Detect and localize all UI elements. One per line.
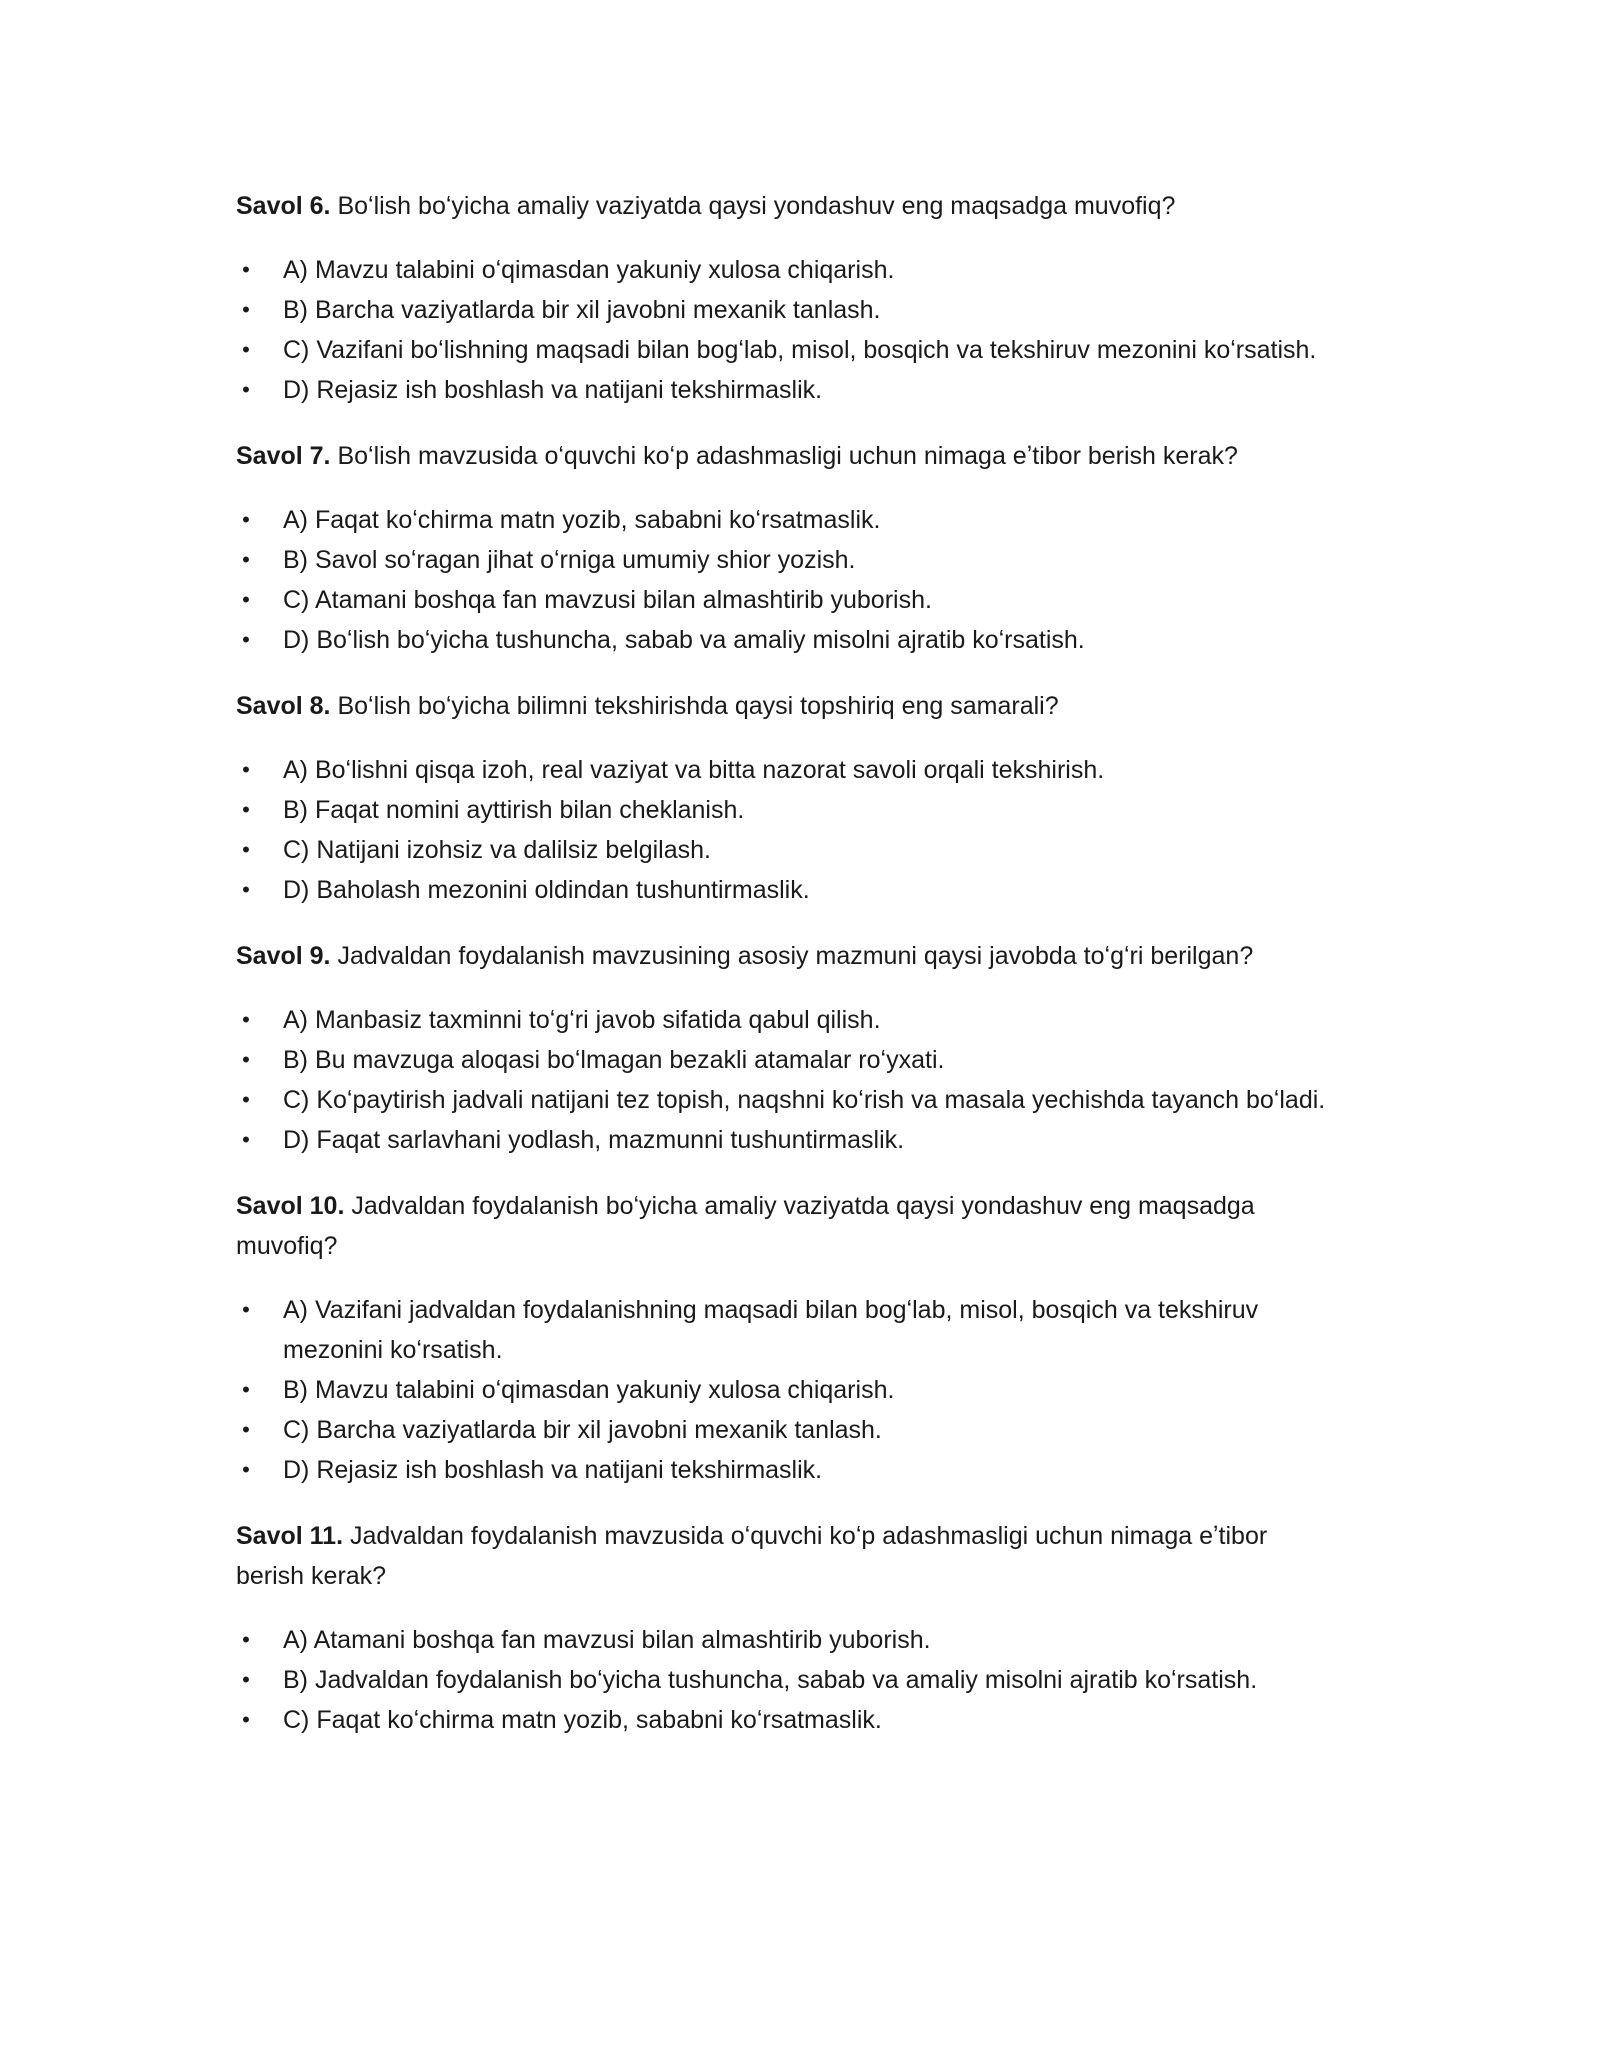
bullet-icon: • [242, 1127, 250, 1152]
bullet-icon: • [242, 337, 250, 362]
option-text: A) Vazifani jadvaldan foydalanishning maqsadi bilan bogʻlab, misol, bosqich va tekshiruv mezonini koʻrsatish. [283, 1296, 1259, 1364]
question-9 [236, 936, 1336, 1160]
bullet-icon: • [242, 1297, 250, 1322]
question-title [236, 1186, 1336, 1266]
option-item [236, 870, 1336, 910]
bullet-icon: • [242, 1047, 250, 1072]
option-list [236, 1620, 1336, 1740]
bullet-icon: • [242, 507, 250, 532]
option-text: A) Manbasiz taxminni toʻgʻri javob sifatida qabul qilish. [283, 1006, 881, 1034]
option-item [236, 1080, 1336, 1120]
bullet-icon: • [242, 1377, 250, 1402]
bullet-icon: • [242, 1667, 250, 1692]
option-item [236, 750, 1336, 790]
question-11 [236, 1516, 1336, 1740]
question-text: Boʻlish boʻyicha amaliy vaziyatda qaysi yondashuv eng maqsadga muvofiq? [330, 192, 1176, 220]
option-item [236, 830, 1336, 870]
option-item [236, 580, 1336, 620]
option-list [236, 1290, 1336, 1490]
bullet-icon: • [242, 257, 250, 282]
question-7 [236, 436, 1336, 660]
option-item [236, 1000, 1336, 1040]
question-text: Jadvaldan foydalanish boʻyicha amaliy vaziyatda qaysi yondashuv eng maqsadga muvofiq? [236, 1192, 1255, 1260]
option-text: C) Faqat koʻchirma matn yozib, sababni koʻrsatmaslik. [283, 1706, 882, 1734]
bullet-icon: • [242, 1087, 250, 1112]
question-text: Jadvaldan foydalanish mavzusida oʻquvchi koʻp adashmasligi uchun nimaga eʼtibor berish kerak? [236, 1522, 1268, 1590]
bullet-icon: • [242, 757, 250, 782]
question-8 [236, 686, 1336, 910]
option-list [236, 250, 1336, 410]
option-item [236, 620, 1336, 660]
option-list [236, 500, 1336, 660]
question-text: Boʻlish boʻyicha bilimni tekshirishda qaysi topshiriq eng samarali? [330, 692, 1059, 720]
bullet-icon: • [242, 877, 250, 902]
question-10 [236, 1186, 1336, 1490]
bullet-icon: • [242, 1417, 250, 1442]
option-text: D) Baholash mezonini oldindan tushuntirmaslik. [283, 876, 810, 904]
option-item [236, 500, 1336, 540]
option-text: C) Vazifani boʻlishning maqsadi bilan bogʻlab, misol, bosqich va tekshiruv mezonini koʻrsatish. [283, 336, 1317, 364]
option-text: C) Natijani izohsiz va dalilsiz belgilash. [283, 836, 711, 864]
option-text: B) Savol soʻragan jihat oʻrniga umumiy shior yozish. [283, 546, 856, 574]
question-title [236, 686, 1336, 726]
option-text: A) Mavzu talabini oʻqimasdan yakuniy xulosa chiqarish. [283, 256, 895, 284]
question-6 [236, 186, 1336, 410]
document-page [236, 186, 1336, 1766]
option-item [236, 1620, 1336, 1660]
option-item [236, 540, 1336, 580]
question-title [236, 1516, 1336, 1596]
option-item [236, 1040, 1336, 1080]
question-label: Savol 6. [236, 192, 331, 220]
option-item [236, 1450, 1336, 1490]
option-item [236, 1410, 1336, 1450]
option-text: C) Koʻpaytirish jadvali natijani tez topish, naqshni koʻrish va masala yechishda tayanch boʻladi. [283, 1086, 1326, 1114]
question-title [236, 436, 1336, 476]
option-item [236, 1660, 1336, 1700]
option-item [236, 290, 1336, 330]
option-item [236, 1290, 1336, 1370]
option-text: D) Rejasiz ish boshlash va natijani tekshirmaslik. [283, 1456, 823, 1484]
option-text: B) Barcha vaziyatlarda bir xil javobni mexanik tanlash. [283, 296, 881, 324]
bullet-icon: • [242, 297, 250, 322]
question-label: Savol 11. [236, 1522, 344, 1550]
bullet-icon: • [242, 547, 250, 572]
bullet-icon: • [242, 377, 250, 402]
option-text: C) Atamani boshqa fan mavzusi bilan almashtirib yuborish. [283, 586, 932, 614]
option-text: B) Bu mavzuga aloqasi boʻlmagan bezakli atamalar roʻyxati. [283, 1046, 945, 1074]
option-text: B) Jadvaldan foydalanish boʻyicha tushuncha, sabab va amaliy misolni ajratib koʻrsatish. [283, 1666, 1258, 1694]
bullet-icon: • [242, 627, 250, 652]
option-text: A) Faqat koʻchirma matn yozib, sababni koʻrsatmaslik. [283, 506, 881, 534]
option-text: D) Boʻlish boʻyicha tushuncha, sabab va amaliy misolni ajratib koʻrsatish. [283, 626, 1085, 654]
bullet-icon: • [242, 587, 250, 612]
option-item [236, 250, 1336, 290]
bullet-icon: • [242, 1627, 250, 1652]
question-label: Savol 8. [236, 692, 331, 720]
question-text: Jadvaldan foydalanish mavzusining asosiy mazmuni qaysi javobda toʻgʻri berilgan? [330, 942, 1254, 970]
option-item [236, 370, 1336, 410]
option-item [236, 1700, 1336, 1740]
option-item [236, 330, 1336, 370]
bullet-icon: • [242, 837, 250, 862]
option-text: D) Faqat sarlavhani yodlash, mazmunni tushuntirmaslik. [283, 1126, 905, 1154]
bullet-icon: • [242, 1007, 250, 1032]
option-item [236, 1120, 1336, 1160]
bullet-icon: • [242, 797, 250, 822]
question-label: Savol 10. [236, 1192, 345, 1220]
question-text: Boʻlish mavzusida oʻquvchi koʻp adashmasligi uchun nimaga eʼtibor berish kerak? [330, 442, 1238, 470]
question-label: Savol 9. [236, 942, 331, 970]
option-list [236, 1000, 1336, 1160]
option-text: A) Boʻlishni qisqa izoh, real vaziyat va bitta nazorat savoli orqali tekshirish. [283, 756, 1105, 784]
option-text: B) Faqat nomini ayttirish bilan cheklanish. [283, 796, 745, 824]
option-text: C) Barcha vaziyatlarda bir xil javobni mexanik tanlash. [283, 1416, 882, 1444]
option-list [236, 750, 1336, 910]
option-text: B) Mavzu talabini oʻqimasdan yakuniy xulosa chiqarish. [283, 1376, 895, 1404]
question-title [236, 936, 1336, 976]
question-title [236, 186, 1336, 226]
option-item [236, 1370, 1336, 1410]
bullet-icon: • [242, 1457, 250, 1482]
option-text: D) Rejasiz ish boshlash va natijani tekshirmaslik. [283, 376, 823, 404]
question-label: Savol 7. [236, 442, 331, 470]
option-text: A) Atamani boshqa fan mavzusi bilan almashtirib yuborish. [283, 1626, 931, 1654]
bullet-icon: • [242, 1707, 250, 1732]
option-item [236, 790, 1336, 830]
